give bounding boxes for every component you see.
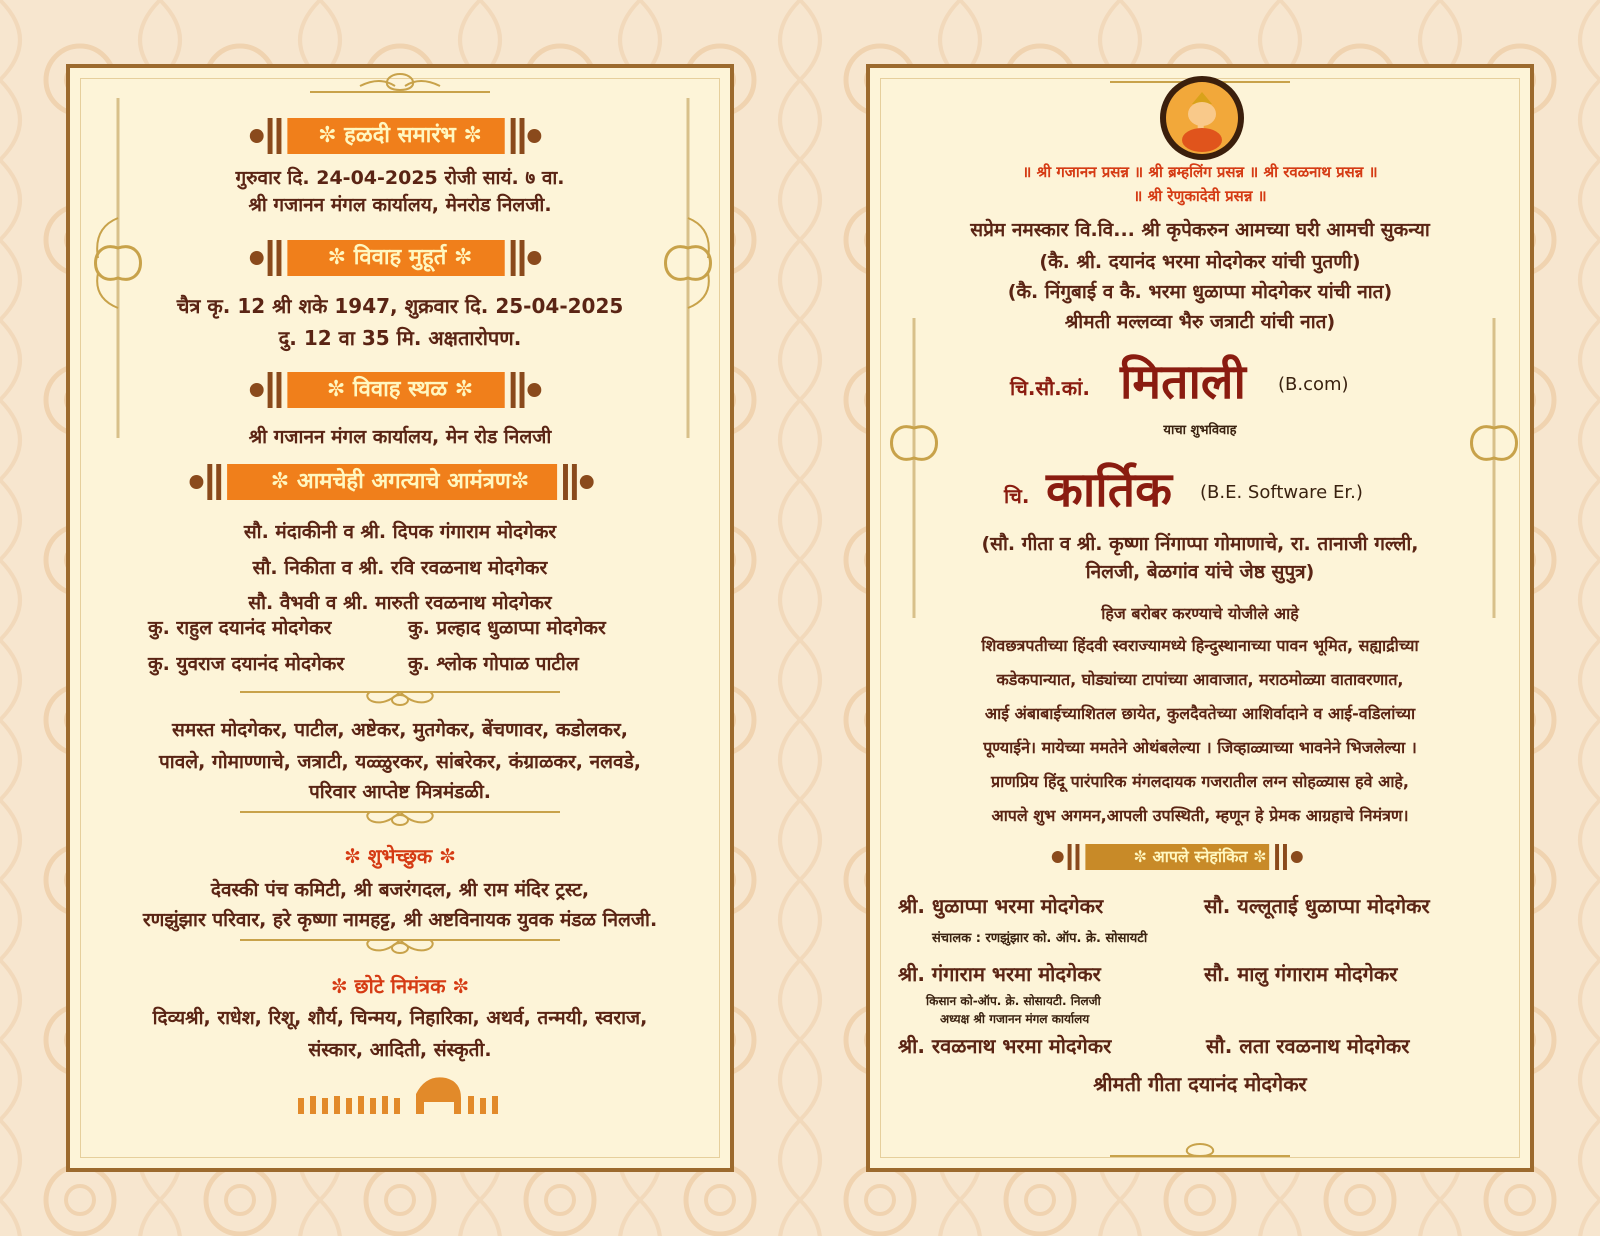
- host-row3-a: श्री. रवळनाथ भरमा मोदगेकर: [898, 1034, 1112, 1058]
- little-line2: संस्कार, आदिती, संस्कृती.: [308, 1039, 492, 1061]
- intro-line3: (कै. निंगुबाई व कै. भरमा धुळाप्पा मोदगेकर यांची नात): [1007, 281, 1393, 303]
- body-line4: आई अंबाबाईच्याशितल छायेत, कुलदैवतेच्या आशिर्वादाने व आई-वडिलांच्या: [984, 704, 1416, 723]
- invite-name-2: सौ. निकीता व श्री. रवि रवळनाथ मोदगेकर: [252, 557, 548, 579]
- host-row1-b: सौ. यल्लूताई धुळाप्पा मोदगेकर: [1204, 894, 1430, 918]
- host-row2-note2: अध्यक्ष श्री गजानन मंगल कार्यालय: [940, 1012, 1090, 1026]
- muhurt-line2: दु. 12 वा 35 मि. अक्षतारोपण.: [278, 326, 522, 350]
- haldi-banner: [70, 116, 730, 156]
- host-row3-b: सौ. लता रवळनाथ मोदगेकर: [1206, 1034, 1410, 1058]
- families-line1: समस्त मोदगेकर, पाटील, अष्टेकर, मुतगेकर, बेंचणावर, कडोलकर,: [171, 719, 628, 741]
- venue-line: श्री गजानन मंगल कार्यालय, मेन रोड निलजी: [248, 426, 552, 448]
- host-row2-note1: किसान को-ऑप. क्रे. सोसायटी. निलजी: [926, 994, 1101, 1008]
- affection-title: ✼ आपले स्नेहांकित ✼: [1133, 847, 1267, 866]
- divider-flourish-icon: [240, 934, 560, 960]
- little-line1: दिव्यश्री, राधेश, रिशू, शौर्य, चिन्मय, निहारिका, अथर्व, तन्मयी, स्वराज,: [152, 1007, 648, 1029]
- host-row1-note: संचालक : रणझुंझार को. ऑप. क्रे. सोसायटी: [932, 931, 1148, 946]
- muhurt-line1: चैत्र कृ. 12 श्री शके 1947, शुक्रवार दि. 25-04-2025: [176, 294, 624, 318]
- host-row2-a: श्री. गंगाराम भरमा मोदगेकर: [898, 962, 1101, 986]
- body-line5: पूण्याईने। मायेच्या ममतेने ओथंबलेल्या । जिव्हाळ्याच्या भावनेने भिजलेल्या ।: [983, 738, 1417, 757]
- bride-qualification: (B.com): [1278, 374, 1349, 395]
- bride-name: मिताली: [1120, 354, 1246, 410]
- families-line2: पावले, गोमाण्णाचे, जत्राटी, यळ्ळुरकर, सांबरेकर, कंग्राळकर, नलवडे,: [159, 751, 641, 773]
- host-row4: श्रीमती गीता दयानंद मोदगेकर: [1093, 1072, 1307, 1096]
- groom-qualification: (B.E. Software Er.): [1200, 482, 1363, 503]
- invite-pair2-b: कु. श्लोक गोपाळ पाटील: [408, 653, 579, 675]
- intro-line4: श्रीमती मल्लव्वा भैरु जत्राटी यांची नात): [1064, 311, 1336, 333]
- procession-icon: [296, 1068, 500, 1118]
- invite-banner: [70, 462, 730, 502]
- groom-prefix: चि.: [1004, 484, 1030, 508]
- haldi-title: ✼ हळदी समारंभ ✼: [318, 123, 482, 148]
- little-title: ✼ छोटे निमंत्रक ✼: [330, 974, 470, 998]
- body-line7: आपले शुभ अगमन,आपली उपस्थिती, म्हणून हे प्रेमक आग्रहाचे निमंत्रण।: [991, 806, 1409, 825]
- invite-pair2-a: कु. युवराज दयानंद मोदगेकर: [148, 653, 345, 675]
- divider-flourish-icon: [240, 806, 560, 832]
- divider-flourish-icon: [240, 686, 560, 712]
- invite-title: ✼ आमचेही अगत्याचे आमंत्रण✼: [270, 469, 530, 494]
- prasanna-line2: ॥ श्री रेणुकादेवी प्रसन्न ॥: [1133, 187, 1267, 205]
- body-line1: हिज बरोबर करण्याचे योजीले आहे: [1101, 604, 1299, 623]
- haldi-line2: श्री गजानन मंगल कार्यालय, मेनरोड निलजी.: [248, 194, 552, 216]
- wishers-title: ✼ शुभेच्छुक ✼: [344, 844, 456, 868]
- venue-title: ✼ विवाह स्थळ ✼: [326, 377, 474, 402]
- venue-banner: [70, 370, 730, 410]
- invite-name-1: सौ. मंदाकीनी व श्री. दिपक गंगाराम मोदगेकर: [243, 521, 557, 543]
- prasanna-line1: ॥ श्री गजानन प्रसन्न ॥ श्री ब्रम्हलिंग प्रसन्न ॥ श्री रवळनाथ प्रसन्न ॥: [1022, 163, 1378, 181]
- groom-parents-line1: (सौ. गीता व श्री. कृष्णा निंगाप्पा गोमाणाचे, रा. तानाजी गल्ली,: [981, 533, 1419, 555]
- invite-pair1-a: कु. राहुल दयानंद मोदगेकर: [148, 617, 332, 639]
- body-line2: शिवछत्रपतीच्या हिंदवी स्वराज्यामध्ये हिन्दुस्थानाच्या पावन भूमित, सह्याद्रीच्या: [981, 636, 1419, 655]
- affection-banner: [870, 842, 1530, 872]
- weds-text: याचा शुभविवाह: [1163, 423, 1237, 438]
- groom-name: कार्तिक: [1046, 462, 1172, 518]
- haldi-line1: गुरुवार दि. 24-04-2025 रोजी सायं. ७ वा.: [235, 167, 565, 189]
- wishers-line2: रणझुंझार परिवार, हरे कृष्णा नामहट्ट, श्री अष्टविनायक युवक मंडळ निलजी.: [142, 909, 658, 931]
- bottom-flourish-icon: [1100, 1142, 1300, 1164]
- muhurt-banner: [70, 238, 730, 278]
- left-card: [66, 64, 734, 1172]
- wishers-line1: देवस्की पंच कमिटी, श्री बजरंगदल, श्री राम मंदिर ट्रस्ट,: [210, 879, 590, 901]
- intro-line2: (कै. श्री. दयानंद भरमा मोदगेकर यांची पुतणी): [1039, 251, 1361, 273]
- body-line3: कडेकपान्यात, घोड्यांच्या टापांच्या आवाजात, मराठमोळ्या वातावरणात,: [996, 670, 1404, 689]
- muhurt-title: ✼ विवाह मुहूर्त ✼: [327, 245, 473, 270]
- intro-line1: सप्रेम नमस्कार वि.वि... श्री कृपेकरुन आमच्या घरी आमची सुकन्या: [970, 219, 1430, 241]
- bride-prefix: चि.सौ.कां.: [1010, 376, 1090, 400]
- ganesha-icon: [1158, 74, 1246, 162]
- right-card: [866, 64, 1534, 1172]
- families-line3: परिवार आप्तेष्ट मित्रमंडळी.: [308, 781, 492, 803]
- invite-pair1-b: कु. प्रल्हाद धुळाप्पा मोदगेकर: [408, 617, 606, 639]
- host-row1-a: श्री. धुळाप्पा भरमा मोदगेकर: [898, 894, 1104, 918]
- host-row2-b: सौ. मालु गंगाराम मोदगेकर: [1204, 962, 1398, 986]
- groom-parents-line2: निलजी, बेळगांव यांचे जेष्ठ सुपुत्र): [1085, 561, 1315, 583]
- top-flourish-icon: [300, 72, 500, 98]
- invite-name-3: सौ. वैभवी व श्री. मारुती रवळनाथ मोदगेकर: [248, 592, 552, 614]
- body-line6: प्राणप्रिय हिंदू पारंपारिक मंगलदायक गजरातील लग्न सोहळ्यास हवे आहे,: [990, 772, 1410, 791]
